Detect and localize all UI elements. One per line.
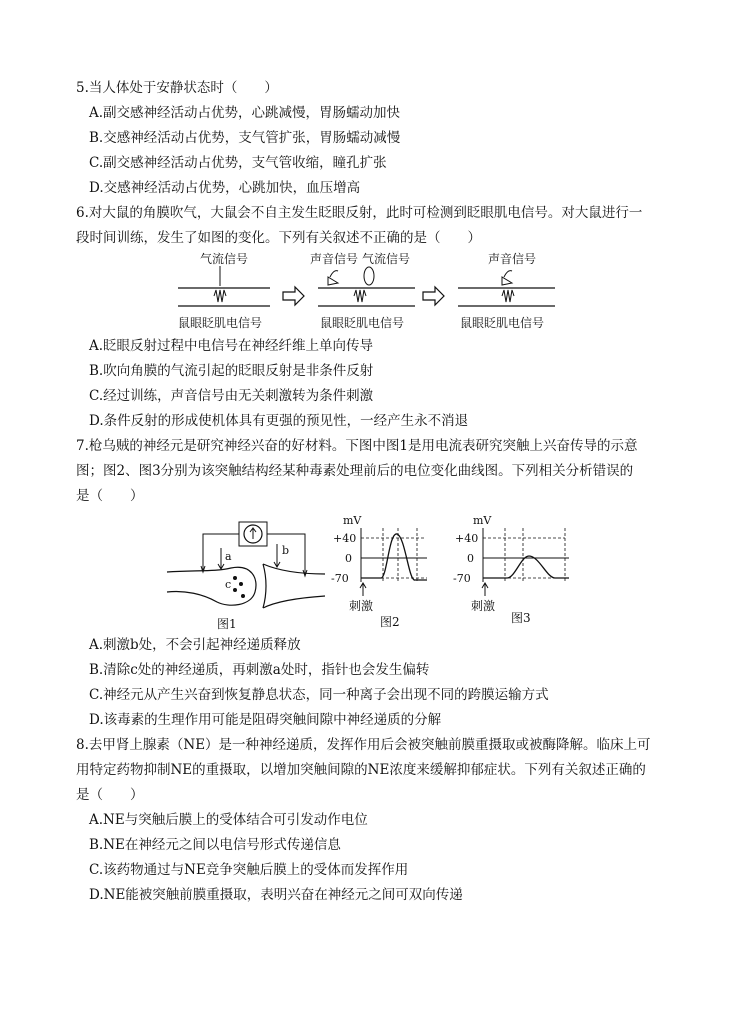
q5-option-d: D.交感神经活动占优势，心跳加快，血压增高	[89, 180, 361, 196]
q8-option-c: C.该药物通过与NE竞争突触后膜上的受体而发挥作用	[89, 862, 409, 878]
emg-burst	[502, 290, 514, 302]
fig2-stimulus-label: 刺激	[349, 599, 374, 613]
q5-stem: 5.当人体处于安静状态时（ ）	[76, 80, 278, 96]
label-a: a	[225, 550, 232, 563]
fig2-caption: 图2	[380, 615, 400, 629]
q5-option-b: B.交感神经活动占优势，支气管扩张，胃肠蠕动减慢	[89, 130, 401, 146]
q6-stem-line2: 段时间训练，发生了如图的变化。下列有关叙述不正确的是（ ）	[76, 230, 481, 246]
fig3-unit: mV	[473, 514, 492, 527]
q6-panel-3	[458, 251, 555, 330]
postsynaptic-neuron	[263, 564, 325, 608]
speaker-icon	[502, 271, 512, 285]
fig3-potential-curve	[483, 556, 569, 578]
label-b: b	[282, 544, 290, 557]
label-c: c	[225, 578, 232, 591]
arrow-icon	[423, 287, 444, 305]
meter-wires	[203, 534, 305, 574]
speaker-icon	[328, 271, 338, 285]
q7-option-b: B.清除c处的神经递质，再刺激a处时，指针也会发生偏转	[89, 662, 430, 678]
q7-option-c: C.神经元从产生兴奋到恢复静息状态，同一种离子会出现不同的跨膜运输方式	[89, 687, 549, 703]
q7-option-d: D.该毒素的生理作用可能是阻碍突触间隙中神经递质的分解	[89, 712, 442, 728]
fig3-tick-mid: 0	[467, 552, 474, 565]
panel2-sound-label: 声音信号	[310, 252, 359, 266]
q7-option-a: A.刺激b处，不会引起神经递质释放	[89, 637, 301, 653]
q5-option-a: A.副交感神经活动占优势，心跳减慢，胃肠蠕动加快	[89, 105, 401, 121]
panel1-air-label: 气流信号	[200, 252, 249, 266]
q8-option-b: B.NE在神经元之间以电信号形式传递信息	[89, 837, 341, 853]
q6-panel-2	[310, 251, 415, 330]
q6-panel-1	[178, 251, 270, 330]
q8-stem-line2: 用特定药物抑制NE的重摄取，以增加突触间隙的NE浓度来缓解抑郁症状。下列有关叙述正确的	[76, 762, 646, 778]
fig1-caption: 图1	[217, 617, 237, 631]
q7-stem-line3: 是（ ）	[76, 488, 144, 504]
q6-conditioning-figure	[170, 250, 560, 335]
panel3-emg-label: 鼠眼眨肌电信号	[460, 316, 545, 330]
q8-option-a: A.NE与突触后膜上的受体结合可引发动作电位	[89, 812, 368, 828]
fig3-caption: 图3	[511, 611, 531, 625]
fig3-tick-top: +40	[455, 532, 479, 545]
arrow-icon	[283, 287, 304, 305]
q7-stem-line2: 图；图2、图3分别为该突触结构经某种毒素处理前后的电位变化曲线图。下列相关分析错误的	[76, 463, 634, 479]
q6-option-c: C.经过训练，声音信号由无关刺激转为条件刺激	[89, 388, 374, 404]
fig3-tick-bot: -70	[453, 572, 471, 585]
fig2-potential-graph	[331, 514, 427, 629]
vesicle	[239, 582, 243, 586]
q5-option-c: C.副交感神经活动占优势，支气管收缩，瞳孔扩张	[89, 155, 387, 171]
fig2-tick-bot: -70	[331, 572, 349, 585]
panel1-emg-label: 鼠眼眨肌电信号	[178, 316, 263, 330]
fig2-tick-top: +40	[333, 532, 357, 545]
panel3-sound-label: 声音信号	[488, 252, 537, 266]
q7-synapse-figure	[165, 512, 585, 632]
q7-stem-line1: 7.枪乌贼的神经元是研究神经兴奋的好材料。下图中图1是用电流表研究突触上兴奋传导的示意	[76, 438, 638, 454]
q8-stem-line3: 是（ ）	[76, 787, 144, 803]
fig2-unit: mV	[343, 514, 362, 527]
vesicle	[233, 576, 237, 580]
air-puff-icon	[364, 267, 374, 285]
panel2-emg-label: 鼠眼眨肌电信号	[320, 316, 405, 330]
q8-stem-line1: 8.去甲肾上腺素（NE）是一种神经递质，发挥作用后会被突触前膜重摄取或被酶降解。临床上可	[76, 737, 651, 753]
q6-stem-line1: 6.对大鼠的角膜吹气，大鼠会不自主发生眨眼反射，此时可检测到眨眼肌电信号。对大鼠进行一	[76, 205, 643, 221]
emg-burst	[214, 290, 226, 302]
q8-option-d: D.NE能被突触前膜重摄取，表明兴奋在神经元之间可双向传递	[89, 887, 463, 903]
fig1-synapse	[167, 522, 325, 631]
fig3-potential-graph	[453, 514, 569, 625]
fig2-tick-mid: 0	[345, 552, 352, 565]
emg-burst	[354, 290, 366, 302]
pointer-icon	[250, 528, 256, 539]
fig3-stimulus-label: 刺激	[471, 599, 496, 613]
panel2-air-label: 气流信号	[362, 252, 411, 266]
q6-option-b: B.吹向角膜的气流引起的眨眼反射是非条件反射	[89, 363, 374, 379]
vesicle	[233, 588, 237, 592]
vesicle	[241, 594, 245, 598]
presynaptic-terminal	[167, 567, 256, 605]
q6-option-d: D.条件反射的形成使机体具有更强的预见性，一经产生永不消退	[89, 413, 469, 429]
q6-option-a: A.眨眼反射过程中电信号在神经纤维上单向传导	[89, 338, 374, 354]
